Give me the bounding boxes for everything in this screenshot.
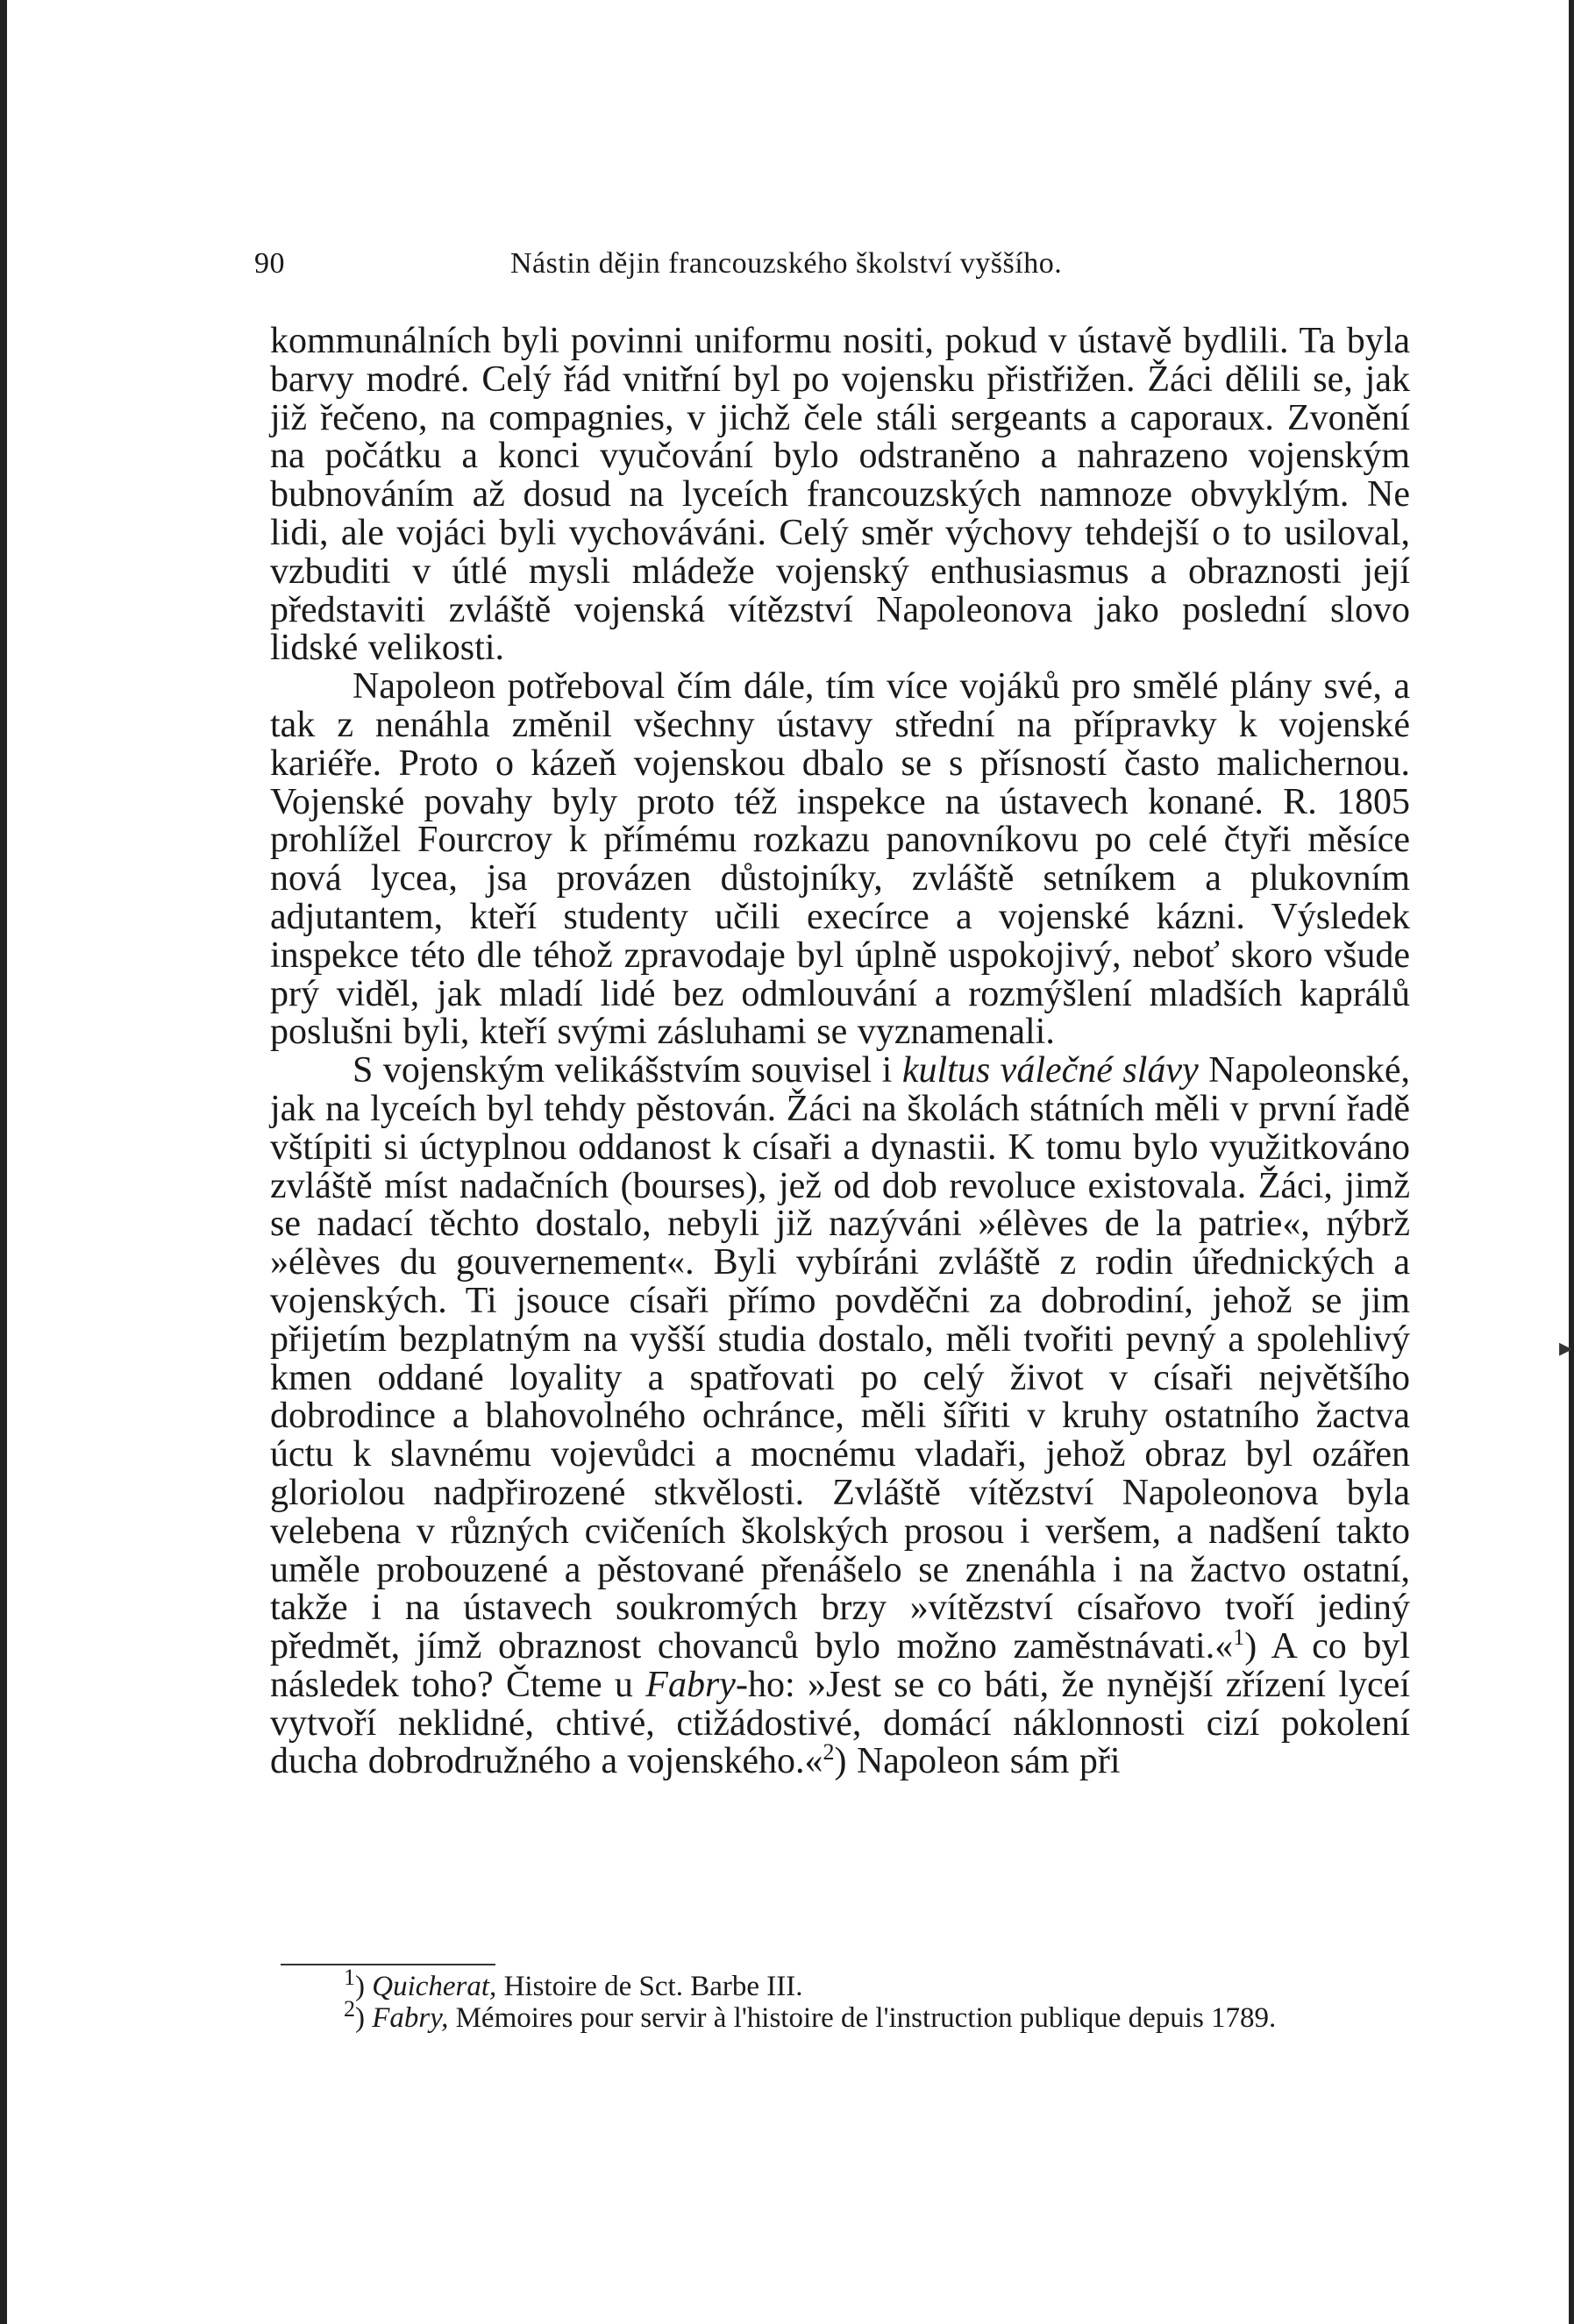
paragraph-3-part-1: Napoleonské, jak na lyceích byl tehdy pěstován. Žáci na školách státních měli v první řadě vštípiti si úctyplnou oddanost k císaři a dynastii. K tomu bylo využitkováno zvláště míst nadačních (bourses), jež od dob revoluce existovala. Žáci, jimž se nadací těchto dostalo, nebyli již nazýváni »élèves de la patrie«, nýbrž »élèves du gouvernement«. Byli vybíráni zvláště z rodin úřednických a vojenských. Ti jsouce císaři přímo povděčni za dobrodiní, jehož se jim přijetím bezplatným na vyšší studia dostalo, měli tvořiti pevný a spolehlivý kmen oddané loyality a spatřovati po celý život v císaři největšího dobrodince a blahovolného ochránce, měli šířiti v kruhy ostatního žactva úctu k slavnému vojevůdci a mocnému vladaři, jehož obraz byl ozářen gloriolou nadpřirozené stkvělosti. Zvláště vítězství Napoleonova byla velebena v různých cvičeních školských prosou i veršem, a nadšení takto uměle probouzené a pěstované přenášelo se znenáhla i na žactvo ostatní, takže i na ústavech soukromých brzy »vítězství císařovo tvoří jediný předmět, jímž obraznost chovanců bylo možno zaměstnávati.«	[270, 1050, 1411, 1667]
footnote-2-text: Mémoires pour servir à l'histoire de l'instruction publique depuis 1789.	[448, 2002, 1277, 2034]
scan-mark-icon: ▸	[1559, 1333, 1573, 1362]
paragraph-3-part-3: -ho: »Jest se co báti, že nynější zřízení lyceí vytvoří neklidné, chtivé, ctižádostivé, domácí náklonnosti cizí pokolení ducha dobrodružného a vojenského.«	[270, 1664, 1410, 1782]
paragraph-3-tail: ) Napoleon sám při	[834, 1741, 1121, 1782]
footnote-1-text: Histoire de Sct. Barbe III.	[496, 1971, 803, 2002]
footnotes	[272, 1965, 1403, 2034]
page-number: 90	[254, 247, 285, 280]
footnote-1-mark: 1	[344, 1965, 355, 1990]
body-text	[270, 323, 1410, 1781]
footnote-2: $^2$) Fabry, Mémoires pour servir à l'histoire de l'instruction publique depuis 1789.	[344, 1996, 1277, 2034]
footnote-1-author: Quicherat,	[372, 1971, 497, 2002]
scan-edge-left	[0, 0, 7, 2324]
running-title: Nástin dějin francouzského školství vyššího.	[510, 247, 1063, 280]
footnote-divider	[281, 1964, 495, 1965]
emphasis-fabry: Fabry	[645, 1664, 736, 1705]
footnote-2-author: Fabry,	[372, 2002, 449, 2034]
paragraph-3-lead: S vojenským velikášstvím souvisel i	[353, 1050, 902, 1091]
emphasis-kultus: kultus válečné slávy	[901, 1050, 1199, 1091]
footnote-1: $^1$) Quicherat, Histoire de Sct. Barbe III.	[344, 1965, 803, 2002]
paragraph-1: kommunálních byli povinni uniformu nositi, pokud v ústavě bydlili. Ta byla barvy modré. Celý řád vnitřní byl po vojensku přistřižen. Žáci dělili se, jak již řečeno, na compagnies, v jichž čele stáli sergeants a caporaux. Zvonění na počátku a konci vyučování bylo odstraněno a nahrazeno vojenským bubnováním až dosud na lyceích francouzských namnoze obvyklým. Ne lidi, ale vojáci byli vychováváni. Celý směr výchovy tehdejší o to usiloval, vzbuditi v útlé mysli mládeže vojenský enthusiasmus a obraznosti její představiti zvláště vojenská vítězství Napoleonova jako poslední slovo lidské velikosti.	[270, 321, 1410, 669]
footnote-ref-2[interactable]: 2	[823, 1739, 835, 1766]
paragraph-3	[270, 1052, 1410, 1781]
page-header	[254, 247, 1149, 291]
footnote-ref-1[interactable]: 1	[1233, 1624, 1245, 1651]
footnote-2-mark: 2	[344, 1996, 355, 2022]
paragraph-2: Napoleon potřeboval čím dále, tím více vojáků pro smělé plány své, a tak z nenáhla změnil všechny ústavy střední na přípravky k vojenské kariéře. Proto o kázeň vojenskou dbalo se s přísností často malichernou. Vojenské povahy byly proto též inspekce na ústavech konané. R. 1805 prohlížel Fourcroy k přímému rozkazu panovníkovu po celé čtyři měsíce nová lycea, jsa provázen důstojníky, zvláště setníkem a plukovním adjutantem, kteří studenty učili execírce a vojenské kázni. Výsledek inspekce této dle téhož zpravodaje byl úplně uspokojivý, neboť skoro všude prý viděl, jak mladí lidé bez odmlouvání a rozmýšlení mladších kaprálů poslušni byli, kteří svými zásluhami se vyznamenali.	[270, 666, 1410, 1053]
scan-edge-right	[1569, 0, 1574, 2324]
paragraph-3-part-2: ) A co byl následek toho? Čteme u	[270, 1626, 1411, 1705]
